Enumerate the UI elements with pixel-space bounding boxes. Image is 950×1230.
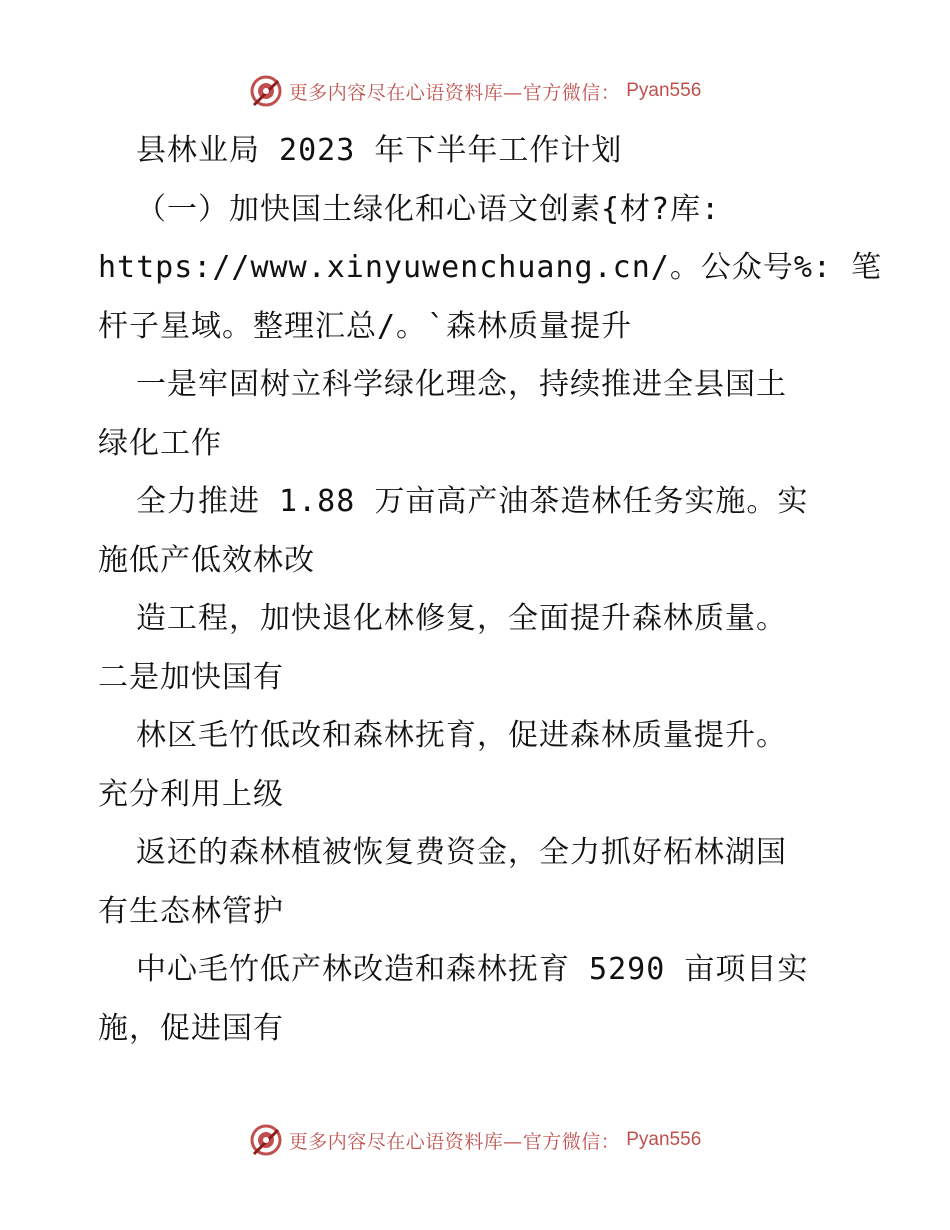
document-line: （一）加快国土绿化和心语文创素{材?库: (136, 191, 721, 227)
footer-banner (0, 1120, 950, 1160)
quill-seal-icon (249, 1123, 283, 1157)
document-line: 施，促进国有 (98, 1010, 284, 1046)
document-line: 林区毛竹低改和森林抚育，促进森林质量提升。 (136, 718, 787, 753)
document-line: 杆子星域。整理汇总/。`森林质量提升 (98, 308, 633, 344)
document-line: 一是牢固树立科学绿化理念，持续推进全县国土 (136, 367, 787, 402)
banner-text: 更多内容尽在心语资料库—官方微信： (288, 81, 621, 104)
document-body (98, 122, 883, 1058)
document-line: 全力推进 1.88 万亩高产油茶造林任务实施。实 (136, 484, 809, 519)
document-line: 中心毛竹低产林改造和森林抚育 5290 亩项目实 (136, 952, 809, 987)
document-line: 绿化工作 (98, 425, 222, 461)
header-banner (0, 71, 950, 111)
banner-wechat-id: Pyan556 (626, 80, 702, 101)
document-line: 返还的森林植被恢复费资金，全力抓好柘林湖国 (136, 835, 787, 870)
document-line: 施低产低效林改 (98, 542, 315, 578)
document-line: https://www.xinyuwenchuang.cn/。公众号%: 笔 (98, 250, 883, 285)
banner-wechat-id: Pyan556 (626, 1129, 702, 1150)
document-line: 有生态林管护 (98, 893, 284, 929)
document-line: 造工程，加快退化林修复，全面提升森林质量。 (136, 601, 787, 636)
document-line: 县林业局 2023 年下半年工作计划 (136, 133, 623, 168)
banner-text: 更多内容尽在心语资料库—官方微信： (288, 1130, 621, 1153)
quill-seal-icon (249, 74, 283, 108)
document-line: 二是加快国有 (98, 659, 284, 695)
document-line: 充分利用上级 (98, 776, 284, 812)
